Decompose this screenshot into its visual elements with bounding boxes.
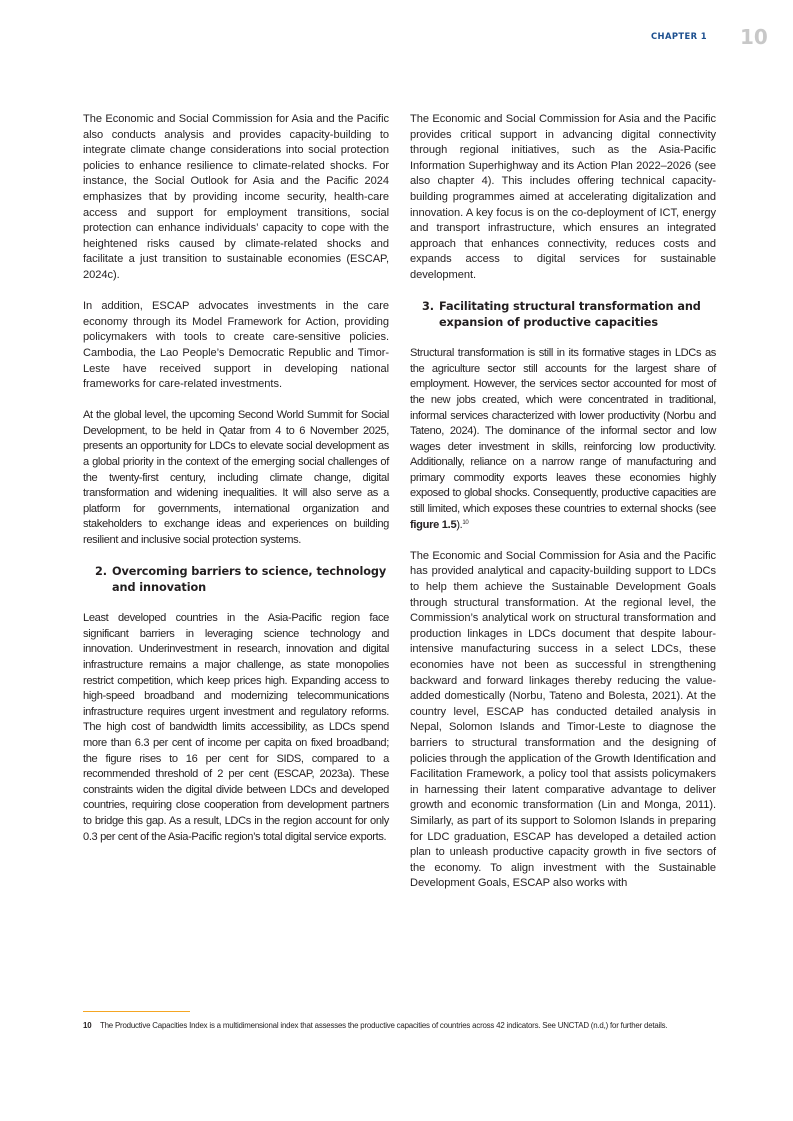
- section-title: Facilitating structural transformation and expansion of productive capacities: [439, 300, 701, 329]
- paragraph-sti-barriers: Least developed countries in the Asia-Pacific region face significant barriers in leveraging science technology and innovation. Underinvestment in research, innovation and digital infrastructure remains a major challenge, as state monopolies restrict competition, which keep prices high. Expanding access to high-speed broadband and modernizing telecommunications infrastructure requires urgent investment and regulatory reforms. The high cost of bandwidth limits accessibility, as LDCs spend more than 6.3 per cent of income per capita on fixed broadband; the figure rises to 16 per cent for SIDS, compared to a recommended threshold of 2 per cent (ESCAP, 2023a). These constraints widen the digital divide between LDCs and developed countries, requiring close cooperation from development partners to bridge this gap. As a result, LDCs in the region account for only 0.3 per cent of the Asia-Pacific region’s total digital service exports.: [83, 612, 389, 843]
- footnote-number: 10: [83, 1021, 92, 1030]
- left-column: [83, 112, 389, 861]
- paragraph-structural-transformation: [410, 346, 716, 533]
- footnote-text: The Productive Capacities Index is a multidimensional index that assesses the productive capacities of countries across 42 indicators. See UNCTAD (n.d,) for further details.: [100, 1021, 668, 1030]
- chapter-label: CHAPTER 1: [651, 31, 708, 41]
- paragraph-climate-social-protection: The Economic and Social Commission for Asia and the Pacific also conducts analysis and provides capacity-building to integrate climate change considerations into social protection policies to enhance resilience to climate-related shocks. For instance, the Social Outlook for Asia and the Pacific 2024 emphasizes that by providing income security, health-care access and support for employment transitions, social protection can enhance individuals’ capacity to cope with the heightened risks caused by climate-related shocks and facilitate a just transition to sustainable economies (ESCAP, 2024c).: [83, 113, 389, 281]
- paragraph-escap-support: The Economic and Social Commission for Asia and the Pacific has provided analytical and capacity-building support to LDCs to help them achieve the Sustainable Development Goals through structural transformation. At the regional level, the Commission’s analytical work on structural transformation and production linkages in LDCs document that despite labour-intensive manufacturing success in a select LDCs, these economies have not been as successful in strengthening backward and forward linkages thereby reducing the value-added domestically (Norbu, Tateno and Bolesta, 2021). At the country level, ESCAP has conducted detailed analysis in Nepal, Solomon Islands and Timor-Leste to diagnose the barriers to structural transformation and the designing of policies through the application of the Growth Identification and Facilitation Framework, a policy tool that assists policymakers in harnessing their latent comparative advantage to deliver growth and economic transformation (Lin and Monga, 2011). Similarly, as part of its support to Solomon Islands in preparing for LDC graduation, ESCAP has developed a detailed action plan to unleash productive capacity growth in five sectors of the economy. To align investment with the Sustainable Development Goals, ESCAP also works with: [410, 549, 716, 890]
- section-title: Overcoming barriers to science, technology and innovation: [112, 565, 387, 594]
- section-heading-3: [410, 299, 716, 330]
- paragraph-text-end: ).: [456, 518, 463, 531]
- paragraph-care-economy: In addition, ESCAP advocates investments in the care economy through its Model Framework for Action, providing policymakers with tools to create care-sensitive policies. Cambodia, the Lao People’s Democratic Republic and Timor-Leste have received support in developing national frameworks for care-related investments.: [83, 300, 389, 391]
- section-heading-2: [83, 564, 389, 595]
- paragraph-digital-connectivity: The Economic and Social Commission for Asia and the Pacific provides critical support in advancing digital connectivity through regional initiatives, such as the Asia-Pacific Information Superhighway and its Action Plan 2022–2026 (see also chapter 4). This includes offering technical capacity-building programmes aimed at accelerating digitalization and innovation. A key focus is on the co-deployment of ICT, energy and transport infrastructure, which ensures an integrated approach that enhances connectivity, reduces costs and expands access to digital services for sustainable development.: [410, 113, 716, 281]
- figure-reference-link[interactable]: figure 1.5: [410, 518, 457, 531]
- paragraph-world-summit: At the global level, the upcoming Second World Summit for Social Development, to be held in Qatar from 4 to 6 November 2025, presents an opportunity for LDCs to elevate social development as a global priority in the context of the emerging social challenges of the twenty-first century, including climate change, digital transformation and widening inequalities. It will also serve as a platform for governments, international organization and stakeholders to exchange ideas and experiences on building resilient and inclusive social protection systems.: [83, 409, 389, 547]
- right-column: [410, 112, 716, 908]
- footnote-marker[interactable]: 10: [462, 519, 469, 526]
- section-number: 2.: [95, 565, 107, 579]
- paragraph-text: Structural transformation is still in its formative stages in LDCs as the agriculture sector still accounts for the largest share of employment. However, the services sector accounted for most of the new jobs created, which were concentrated in traditional, informal services characterized with lower productivity (Norbu and Tateno, 2024). The dominance of the informal sector and low wages deter investment in skills, reinforcing low productivity. Additionally, reliance on a narrow range of manufacturing and primary commodity exports leaves these economies highly exposed to global shocks. Consequently, productive capacities are still limited, which exposes these countries to external shocks (see: [410, 347, 716, 516]
- footnote-divider: [83, 1011, 190, 1012]
- page-number: 10: [740, 25, 768, 49]
- section-number: 3.: [422, 300, 434, 314]
- footnote: [83, 1021, 723, 1031]
